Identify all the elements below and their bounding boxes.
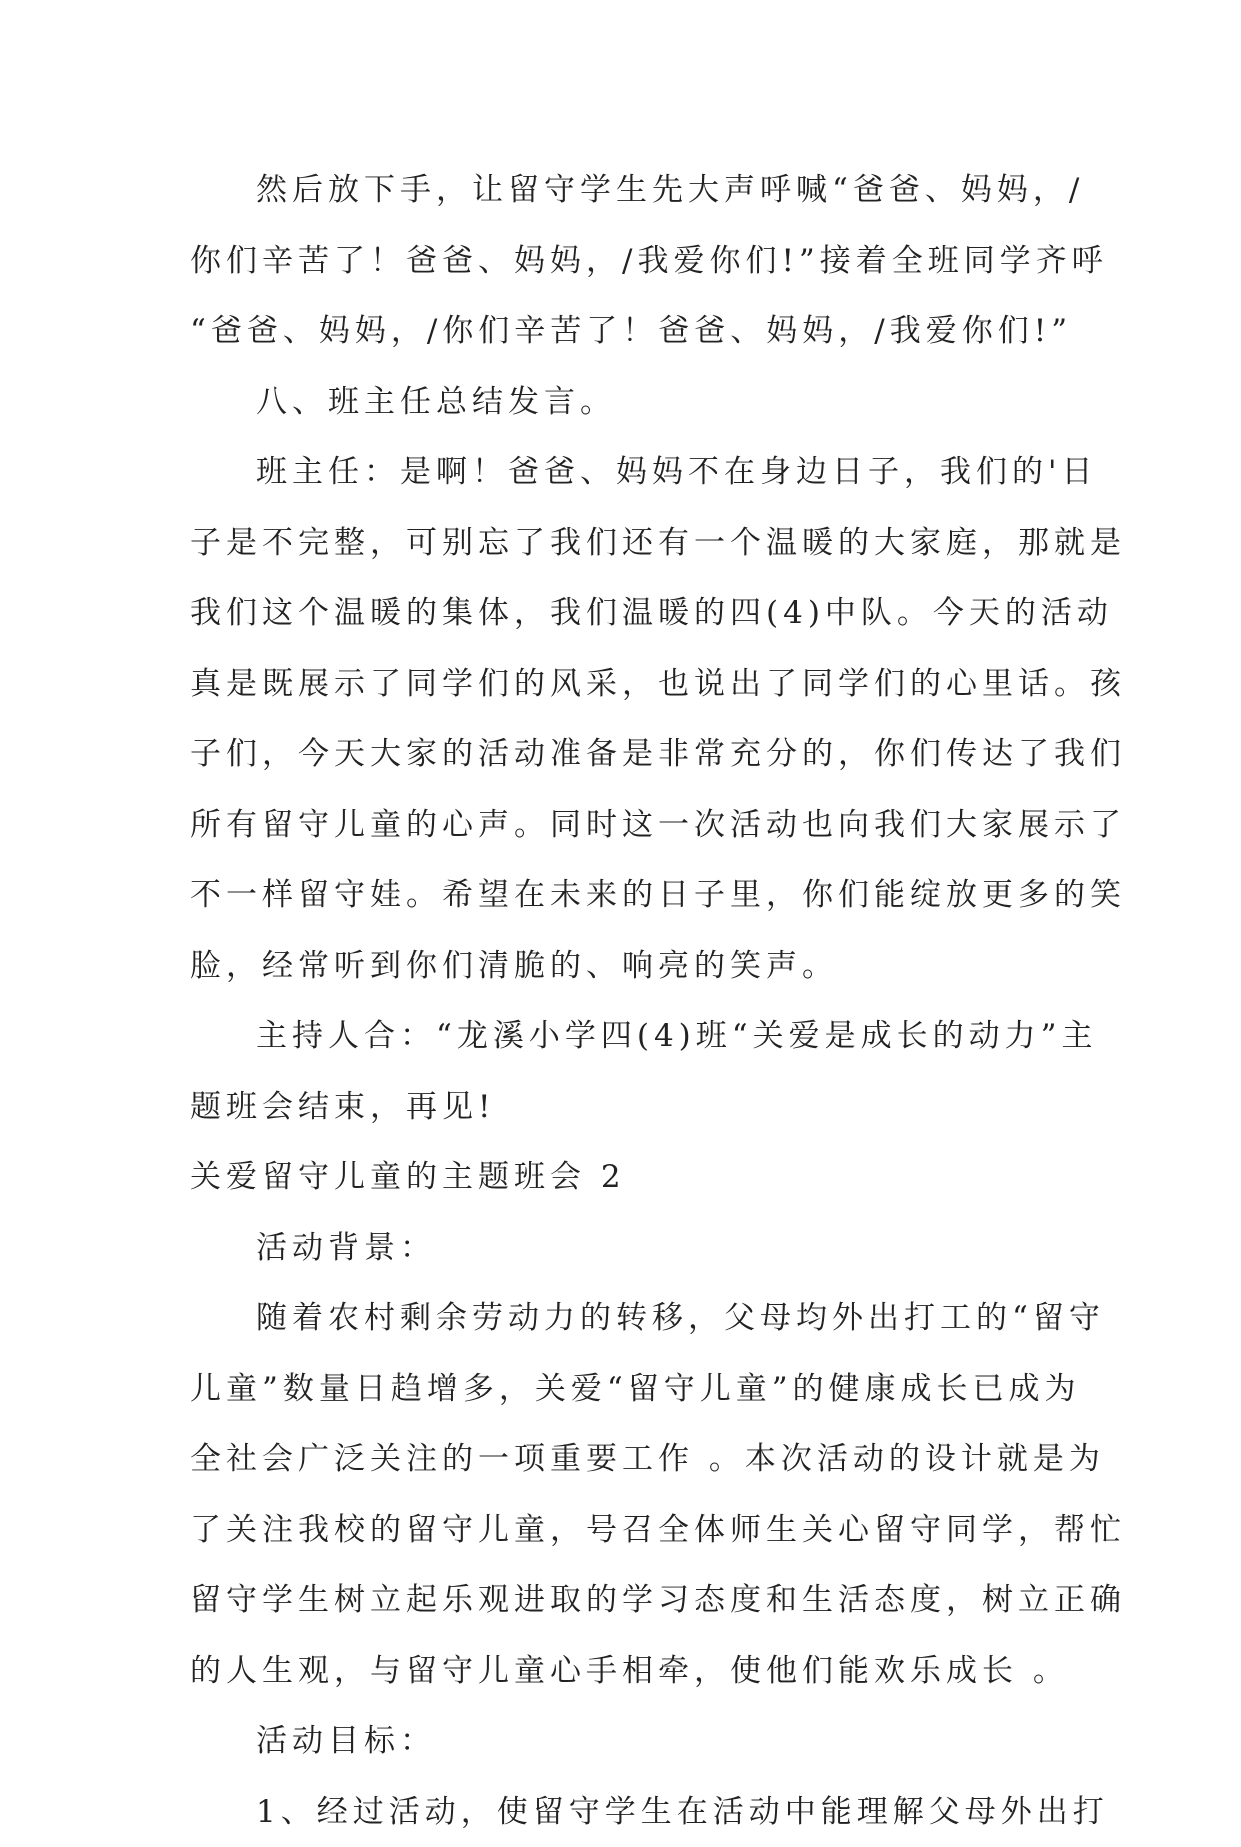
text-line: 真是既展示了同学们的风采，也说出了同学们的心里话。孩 xyxy=(190,649,1050,720)
text-line: 题班会结束，再见! xyxy=(190,1072,1050,1143)
text-line: 班主任：是啊！爸爸、妈妈不在身边日子，我们的'日 xyxy=(190,437,1050,508)
text-line: 的人生观，与留守儿童心手相牵，使他们能欢乐成长 。 xyxy=(190,1636,1050,1707)
text-line: 我们这个温暖的集体，我们温暖的四(4)中队。今天的活动 xyxy=(190,578,1050,649)
text-line: 你们辛苦了！爸爸、妈妈，/我爱你们!”接着全班同学齐呼 xyxy=(190,226,1050,297)
section-heading: 活动背景： xyxy=(190,1213,1050,1284)
text-line: 儿童”数量日趋增多，关爱“留守儿童”的健康成长已成为 xyxy=(190,1354,1050,1425)
text-line: 然后放下手，让留守学生先大声呼喊“爸爸、妈妈，/ xyxy=(190,155,1050,226)
text-line: 子们，今天大家的活动准备是非常充分的，你们传达了我们 xyxy=(190,719,1050,790)
section-heading: 活动目标： xyxy=(190,1706,1050,1777)
text-line: 全社会广泛关注的一项重要工作 。本次活动的设计就是为 xyxy=(190,1424,1050,1495)
text-line: “爸爸、妈妈，/你们辛苦了！爸爸、妈妈，/我爱你们!” xyxy=(190,296,1050,367)
text-line: 随着农村剩余劳动力的转移，父母均外出打工的“留守 xyxy=(190,1283,1050,1354)
section-heading: 八、班主任总结发言。 xyxy=(190,367,1050,438)
text-line: 子是不完整，可别忘了我们还有一个温暖的大家庭，那就是 xyxy=(190,508,1050,579)
text-line: 了关注我校的留守儿童，号召全体师生关心留守同学，帮忙 xyxy=(190,1495,1050,1566)
text-line: 1、经过活动，使留守学生在活动中能理解父母外出打 xyxy=(190,1777,1050,1847)
text-line: 留守学生树立起乐观进取的学习态度和生活态度，树立正确 xyxy=(190,1565,1050,1636)
document-title: 关爱留守儿童的主题班会 2 xyxy=(190,1142,1050,1213)
text-line: 脸，经常听到你们清脆的、响亮的笑声。 xyxy=(190,931,1050,1002)
document-body xyxy=(190,155,1050,1847)
text-line: 不一样留守娃。希望在未来的日子里，你们能绽放更多的笑 xyxy=(190,860,1050,931)
text-line: 主持人合：“龙溪小学四(4)班“关爱是成长的动力”主 xyxy=(190,1001,1050,1072)
text-line: 所有留守儿童的心声。同时这一次活动也向我们大家展示了 xyxy=(190,790,1050,861)
